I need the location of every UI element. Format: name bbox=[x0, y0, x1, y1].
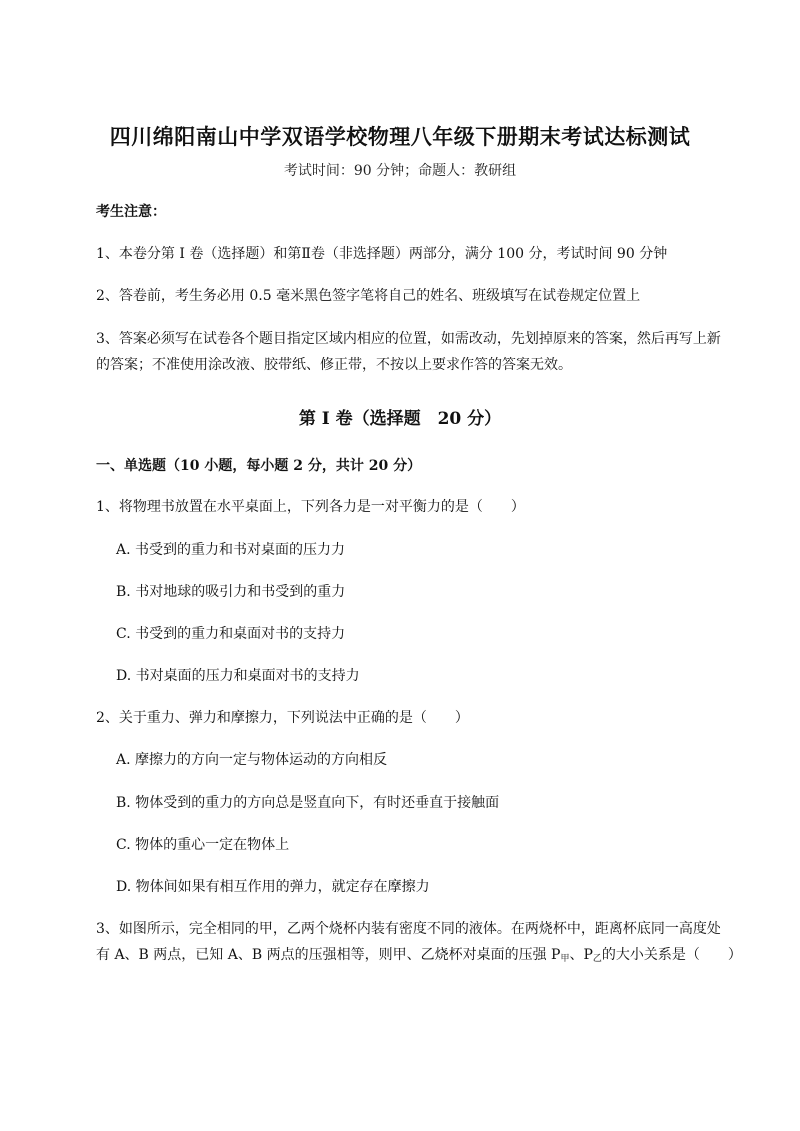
question-2-option-a[interactable]: A. 摩擦力的方向一定与物体运动的方向相反 bbox=[116, 752, 388, 768]
question-1-option-b[interactable]: B. 书对地球的吸引力和书受到的重力 bbox=[116, 584, 346, 600]
question-1-option-c[interactable]: C. 书受到的重力和桌面对书的支持力 bbox=[116, 626, 346, 642]
question-2-stem: 2、关于重力、弹力和摩擦力，下列说法中正确的是（ ） bbox=[96, 710, 469, 726]
question-1-option-d[interactable]: D. 书对桌面的压力和桌面对书的支持力 bbox=[116, 668, 360, 684]
question-2-option-d[interactable]: D. 物体间如果有相互作用的弹力，就定存在摩擦力 bbox=[116, 879, 430, 895]
question-1-stem: 1、将物理书放置在水平桌面上，下列各力是一对平衡力的是（ ） bbox=[96, 499, 525, 515]
section-title: 第 I 卷（选择题 20 分） bbox=[298, 409, 502, 429]
question-3-stem-line-2 bbox=[96, 945, 742, 969]
question-3-stem-line-1: 3、如图所示，完全相同的甲，乙两个烧杯内装有密度不同的液体。在两烧杯中，距离杯底同一高度处 bbox=[96, 921, 721, 937]
part-heading: 一、单选题（10 小题，每小题 2 分，共计 20 分） bbox=[96, 458, 422, 474]
notice-item-3-cont: 的答案；不准使用涂改液、胶带纸、修正带，不按以上要求作答的答案无效。 bbox=[96, 357, 572, 373]
notice-heading: 考生注意： bbox=[96, 204, 166, 220]
exam-subtitle: 考试时间：90 分钟；命题人：教研组 bbox=[283, 163, 517, 179]
notice-item-2: 2、答卷前，考生务必用 0.5 毫米黑色签字笔将自己的姓名、班级填写在试卷规定位置上 bbox=[96, 288, 641, 304]
notice-item-1: 1、本卷分第 I 卷（选择题）和第Ⅱ卷（非选择题）两部分，满分 100 分，考试时间 90 分钟 bbox=[96, 246, 668, 262]
subscript-yi: 乙 bbox=[592, 954, 602, 964]
question-3-stem-part-a: 有 A、B 两点，已知 A、B 两点的压强相等，则甲、乙烧杯对桌面的压强 P bbox=[96, 947, 561, 963]
question-3-stem-part-c: 的大小关系是（ ） bbox=[601, 947, 742, 963]
question-3-stem-part-b: 、P bbox=[569, 947, 593, 963]
question-1-option-a[interactable]: A. 书受到的重力和书对桌面的压力力 bbox=[116, 542, 346, 558]
exam-title: 四川绵阳南山中学双语学校物理八年级下册期末考试达标测试 bbox=[109, 124, 691, 149]
subscript-jia: 甲 bbox=[560, 954, 570, 964]
question-2-option-c[interactable]: C. 物体的重心一定在物体上 bbox=[116, 837, 290, 853]
notice-item-3: 3、答案必须写在试卷各个题目指定区域内相应的位置，如需改动，先划掉原来的答案，然后再写上新 bbox=[96, 331, 721, 347]
question-2-option-b[interactable]: B. 物体受到的重力的方向总是竖直向下，有时还垂直于接触面 bbox=[116, 795, 500, 811]
